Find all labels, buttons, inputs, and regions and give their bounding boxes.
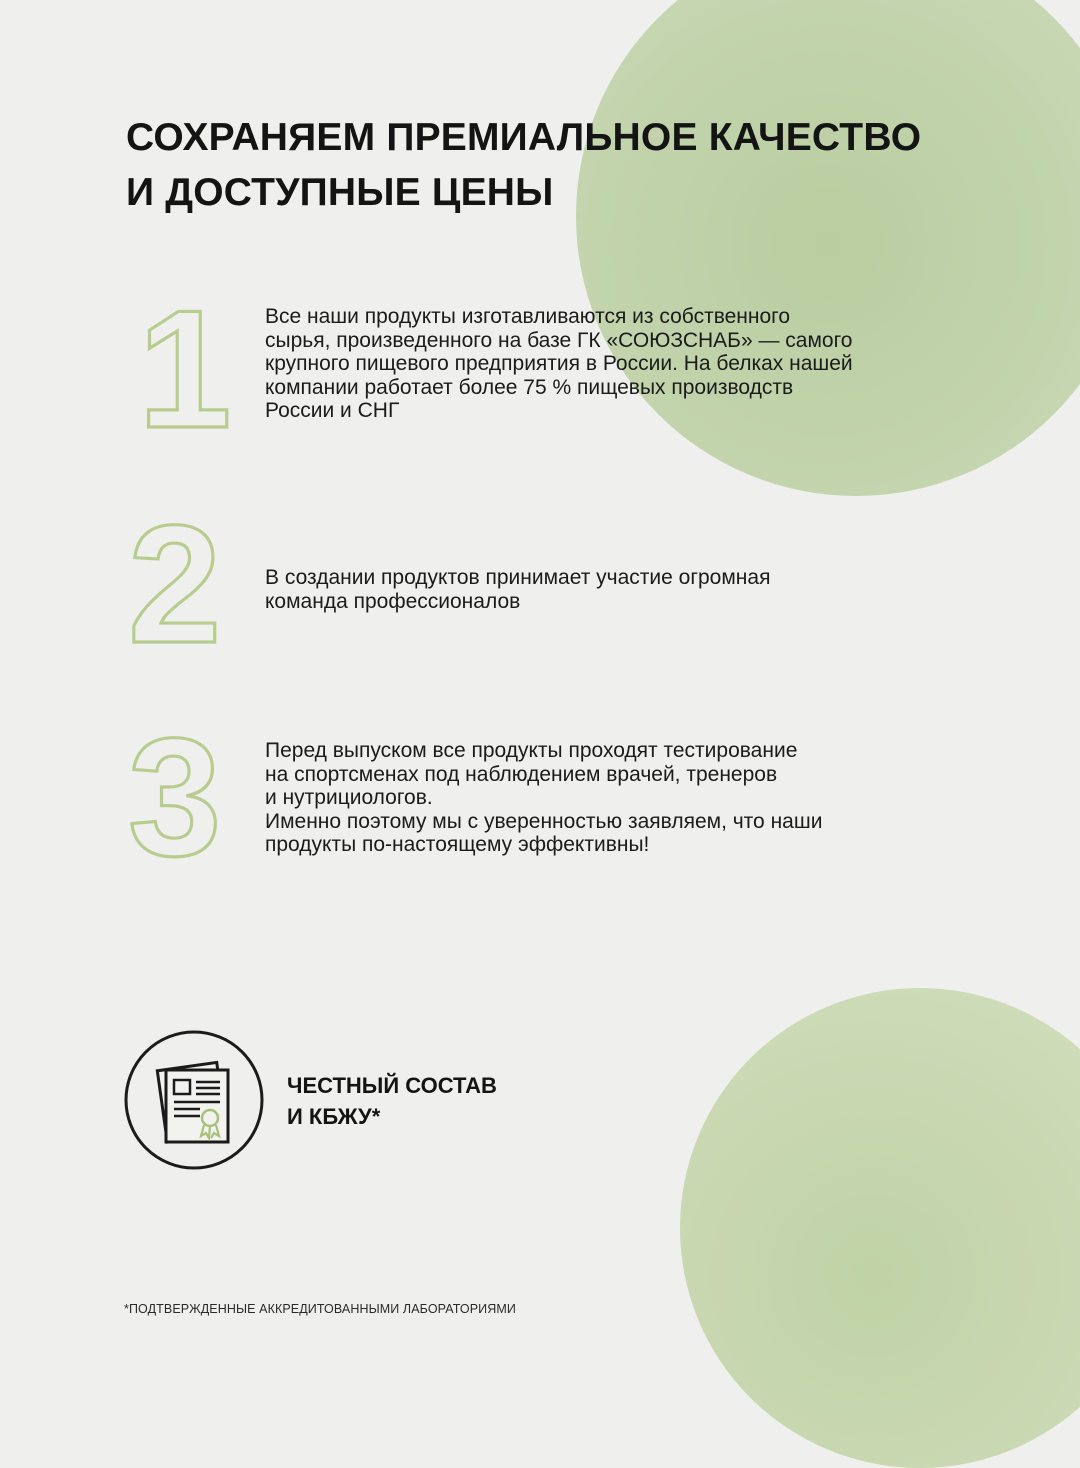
item-2-line: команда профессионалов: [265, 589, 521, 613]
certificate-document-icon: [124, 1030, 264, 1170]
item-3-line: продукты по-настоящему эффективны!: [265, 833, 650, 856]
item-2-line: В создании продуктов принимает участие огромная: [265, 566, 771, 589]
footnote: *ПОДТВЕРЖДЕННЫЕ АККРЕДИТОВАННЫМИ ЛАБОРАТОРИЯМИ: [124, 1302, 516, 1316]
item-1-line: крупного пищевого предприятия в России. На белках нашей: [265, 352, 853, 375]
badge-label-line-2: И КБЖУ*: [287, 1104, 381, 1129]
item-2-text: [265, 566, 770, 613]
item-3-line: Перед выпуском все продукты проходят тестирование: [265, 739, 798, 762]
item-1-line: России и СНГ: [265, 399, 400, 422]
numeral-3: [128, 703, 258, 891]
item-3-line: и нутрициологов.: [265, 786, 433, 809]
badge-label: [287, 1070, 497, 1132]
page-title-line-1: СОХРАНЯЕМ ПРЕМИАЛЬНОЕ КАЧЕСТВО: [126, 116, 922, 159]
page-title-line-2: И ДОСТУПНЫЕ ЦЕНЫ: [126, 171, 554, 214]
numeral-1-text: 1: [138, 275, 232, 463]
item-1-line: сырья, произведенного на базе ГК «СОЮЗСНАБ» — самого: [265, 328, 853, 352]
page-title: [126, 110, 921, 220]
badge-label-line-1: ЧЕСТНЫЙ СОСТАВ: [287, 1073, 497, 1098]
numeral-2: [128, 490, 258, 678]
numeral-1: [128, 275, 258, 463]
item-3-text: [265, 739, 822, 857]
item-1-line: Все наши продукты изготавливаются из собственного: [265, 305, 791, 328]
item-3-line: на спортсменах под наблюдением врачей, тренеров: [265, 762, 778, 786]
item-3-line: Именно поэтому мы с уверенностью заявляем, что наши: [265, 809, 823, 833]
numeral-3-text: 3: [128, 703, 222, 891]
decorative-circle-bottom: [680, 988, 1080, 1468]
item-1-text: [265, 305, 853, 423]
item-1-line: компании работает более 75 % пищевых производств: [265, 375, 794, 399]
numeral-2-text: 2: [128, 490, 222, 678]
